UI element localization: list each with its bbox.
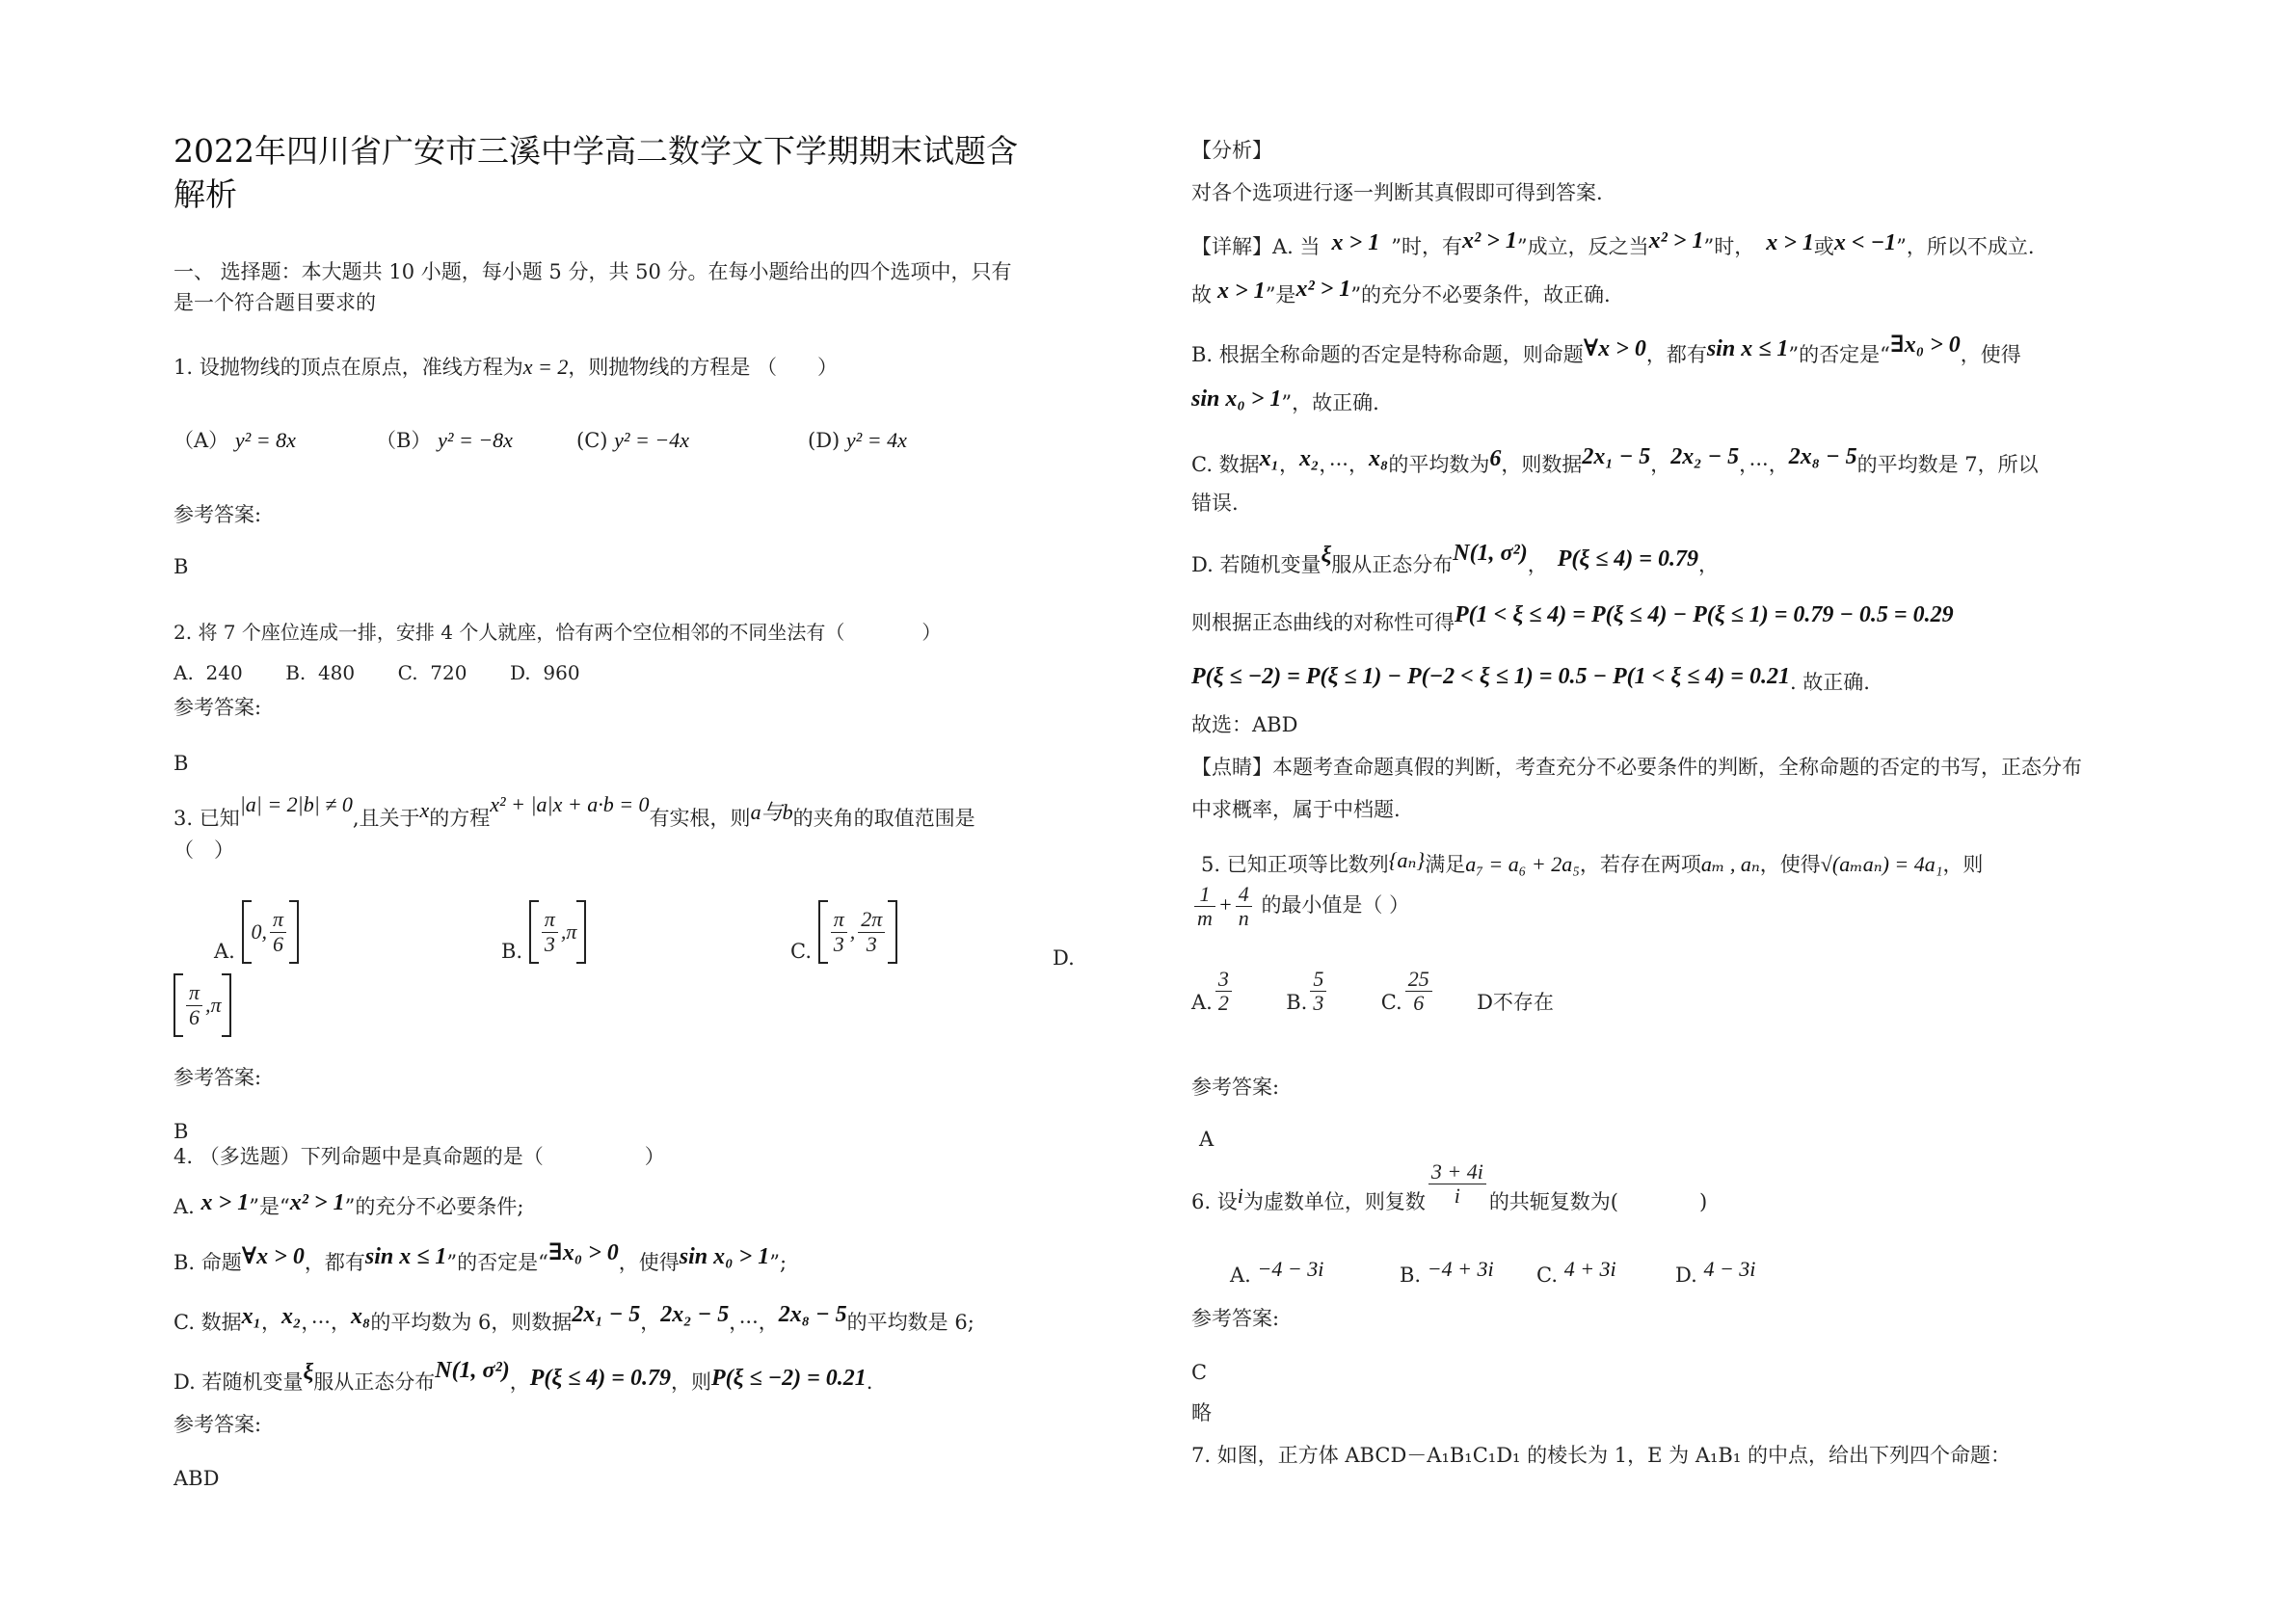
q5-f1-den: m (1197, 906, 1213, 931)
q4-c-math-4: 2x₁ − 5 (572, 1302, 641, 1327)
q6-option-d (1675, 1257, 1756, 1288)
q3-a-num: π (270, 908, 286, 932)
detail-b (1191, 333, 2021, 369)
question-2-stem: 2. 将 7 个座位连成一排，安排 4 个人就座，恰有两个空位相邻的不同坐法有（ ） (174, 621, 942, 644)
q6-d-label: D. (1675, 1264, 1697, 1287)
detail-c-x8: x₈ (1368, 446, 1389, 471)
left-bracket-icon (529, 900, 539, 964)
detail-b-math-2: sin x ≤ 1 (1706, 336, 1789, 361)
q4-b-text-2: ”的否定是“ (446, 1251, 548, 1274)
q6-reference-label: 参考答案: (1191, 1307, 1280, 1330)
q5-condition: a₇ = a₆ + 2a₅ (1465, 852, 1580, 876)
detail-a-text-4: 或 (1813, 235, 1834, 258)
q6-text-b: 为虚数单位，则复数 (1242, 1190, 1426, 1214)
q4-b-math-4: sin x₀ > 1 (679, 1244, 770, 1269)
q5-text-e: ，则 (1942, 853, 1984, 876)
q6-num: 3 + 4i (1428, 1160, 1486, 1184)
q3-option-a-label: A. (214, 939, 235, 963)
detail-c: C. 数据x₁，x₂，···，x₈的平均数为6，则数据2x₁ − 5，2x₂ − 5，···，2x₈ − 5的平均数是 7，所以 (1191, 444, 2039, 476)
detail-d2-math-1: P(1 < ξ ≤ 4) = P(ξ ≤ 4) − P(ξ ≤ 1) = 0.79 − 0.5 = 0.29 (1455, 602, 1954, 627)
q5-a-num: 3 (1215, 968, 1232, 992)
analysis-label: 【分析】 (1191, 139, 1272, 162)
q4-option-d: D. 若随机变量ξ服从正态分布N(1, σ²)，P(ξ ≤ 4) = 0.79，则P(ξ ≤ −2) = 0.21. (174, 1358, 873, 1394)
q3-c-fraction-2 (858, 908, 885, 955)
q5-a-den: 2 (1217, 991, 1229, 1016)
q1-option-b: y² = −8x (438, 428, 513, 452)
q4-b-label: B. 命题 (174, 1251, 242, 1274)
detail-b-text-2: ，都有 (1645, 343, 1707, 366)
q6-text-c: 的共轭复数为( ) (1488, 1190, 1708, 1214)
q6-fraction (1428, 1160, 1486, 1208)
detail-b-math-3: ∃x₀ > 0 (1889, 333, 1961, 358)
q3-option-d (174, 973, 231, 1037)
detail-a (1191, 228, 2035, 261)
q6-b-label: B. (1400, 1264, 1422, 1287)
detail-d: D. 若随机变量ξ服从正态分布N(1, σ²)， P(ξ ≤ 4) = 0.79， (1191, 541, 1719, 576)
q5-fraction-1 (1194, 883, 1215, 930)
detail-a-text-1: ”时，有 (1391, 235, 1462, 258)
q3-reference-label: 参考答案: (174, 1066, 262, 1089)
q6-note: 略 (1191, 1401, 1212, 1424)
q3-option-b-label: B. (501, 939, 523, 963)
q4-c-label: C. 数据 (174, 1311, 242, 1334)
detail-d-prob: P(ξ ≤ 4) = 0.79 (1557, 546, 1698, 572)
question-1-stem (174, 355, 838, 380)
q2-reference-label: 参考答案: (174, 696, 262, 719)
q3-option-c: C. $\frac{\pi}{3}$ , $\frac{2\pi}{3}$ (790, 900, 897, 964)
q4-c-text-1: 的平均数为 6，则数据 (370, 1311, 573, 1334)
q3-option-a (214, 900, 299, 964)
q3-b-num: π (542, 908, 558, 932)
q4-b-math-2: sin x ≤ 1 (364, 1244, 447, 1269)
q3-equation: x² + |a|x + a·b = 0 (490, 792, 650, 816)
right-bracket-icon (289, 900, 299, 964)
q3-d-right: ,π (205, 992, 222, 1017)
q1-option-d-label: (D) (808, 429, 841, 452)
q3-a-den: 6 (273, 931, 284, 956)
q4-a-text-2: ”的充分不必要条件; (344, 1195, 524, 1218)
q3-d-den: 6 (189, 1004, 200, 1029)
detail-d-normal: N(1, σ²) (1453, 541, 1528, 566)
q5-expression (1191, 883, 1409, 930)
right-bracket-icon (222, 973, 231, 1037)
q6-a: −4 − 3i (1257, 1257, 1324, 1281)
question-7-stem: 7. 如图，正方体 ABCD－A₁B₁C₁D₁ 的棱长为 1，E 为 A₁B₁ 的中点，给出下列四个命题： (1191, 1444, 2011, 1467)
detail-a-math-4: x > 1 (1766, 230, 1814, 255)
q3-d-fraction (186, 981, 202, 1028)
q3-text-b: ,且关于 (352, 807, 420, 830)
title-line-1: 2022年四川省广安市三溪中学高二数学文下学期期末试题含 (174, 132, 1018, 170)
detail-c-text-2: 的平均数为 (1388, 453, 1490, 476)
section-heading-line-1: 一、 选择题：本大题共 10 小题，每小题 5 分，共 50 分。在每小题给出的四个选项中，只有 (174, 260, 1012, 283)
q3-b-den: 3 (544, 931, 555, 956)
detail-d2-text-1: 则根据正态曲线的对称性可得 (1191, 611, 1455, 634)
remark-line-1: 【点睛】本题考查命题真假的判断，考查充分不必要条件的判断，全称命题的否定的书写，正态分布 (1191, 756, 2082, 779)
q5-options (1191, 968, 1554, 1015)
detail-a2-text-1: 故 (1191, 283, 1212, 306)
q3-c-num1: π (831, 908, 847, 932)
q6-imag-unit: i (1237, 1184, 1243, 1209)
q3-c-fraction-1 (831, 908, 847, 955)
q5-fraction-2 (1236, 883, 1252, 930)
q5-text-b: 满足 (1425, 853, 1466, 876)
q5-sequence: {aₙ} (1388, 848, 1426, 872)
q3-option-c-label: C. (790, 939, 812, 963)
question-1-option-b (376, 428, 513, 453)
detail-a2-text-3: ”的充分不必要条件，故正确. (1350, 283, 1611, 306)
q1-answer: B (174, 555, 189, 578)
q5-b-fraction (1310, 968, 1326, 1015)
q5-c-label: C. (1380, 991, 1402, 1015)
q5-c-num: 25 (1405, 968, 1432, 992)
question-4-stem: 4. （多选题）下列命题中是真命题的是（ ） (174, 1145, 665, 1168)
q4-b-text-3: ，使得 (618, 1251, 680, 1274)
left-bracket-icon (174, 973, 183, 1037)
q1-directrix: x = 2 (522, 355, 569, 379)
q1-option-c: y² = −4x (614, 428, 689, 452)
q3-c-den2: 3 (866, 931, 877, 956)
q4-b-math-3: ∃x₀ > 0 (547, 1240, 619, 1265)
right-bracket-icon (888, 900, 897, 964)
q5-f2-den: n (1238, 906, 1249, 931)
detail-d-xi: ξ (1321, 543, 1332, 568)
detail-c-x2: x₂ (1299, 446, 1320, 471)
detail-d-text-2: 服从正态分布 (1331, 553, 1454, 576)
q3-text-d: 有实根，则 (649, 807, 751, 830)
detail-d3-math-1: P(ξ ≤ −2) = P(ξ ≤ 1) − P(−2 < ξ ≤ 1) = 0.5 − P(1 < ξ ≤ 4) = 0.21 (1191, 664, 1790, 689)
q4-a-math-2: x² > 1 (289, 1190, 345, 1215)
q4-c-x2: x₂ (281, 1304, 302, 1329)
detail-c-dots: ，···， (1319, 453, 1369, 476)
q3-text-a: 3. 已知 (174, 807, 240, 830)
detail-a-text-5: ”，所以不成立. (1896, 235, 2035, 258)
q4-d-normal: N(1, σ²) (435, 1358, 510, 1383)
q5-answer: A (1199, 1128, 1215, 1151)
q4-a-text-1: ”是“ (249, 1195, 290, 1218)
q5-plus: + (1217, 892, 1233, 918)
detail-b-math-1: ∀x > 0 (1583, 336, 1646, 361)
q6-c-label: C. (1536, 1264, 1558, 1287)
question-2-options: A. 240 B. 480 C. 720 D. 960 (174, 661, 580, 684)
q6-option-c (1536, 1257, 1616, 1288)
q4-b-text-1: ，都有 (304, 1251, 365, 1274)
q1-stem-text-a: 1. 设抛物线的顶点在原点，准线方程为 (174, 356, 523, 379)
detail-d-result (1191, 664, 1870, 697)
detail-a2-math-2: x² > 1 (1295, 277, 1351, 302)
q6-answer: C (1191, 1361, 1208, 1384)
q5-reference-label: 参考答案: (1191, 1076, 1280, 1099)
q4-c-math-6: 2x₈ − 5 (778, 1302, 847, 1327)
section-heading-line-2: 是一个符合题目要求的 (174, 291, 376, 314)
q3-vectors: a与b (750, 800, 793, 824)
q3-a-fraction (270, 908, 286, 955)
q4-a-label: A. (174, 1195, 195, 1218)
detail-a-math-1: x > 1 (1331, 230, 1380, 255)
q3-condition: |a| = 2|b| ≠ 0 (239, 792, 353, 816)
q1-stem-text-b: ，则抛物线的方程是 （ ） (568, 356, 839, 379)
detail-b2-text-1: ”，故正确. (1281, 391, 1379, 414)
q3-stem-tail: （ ） (174, 838, 234, 862)
question-1-options (174, 428, 296, 453)
detail-a2-math-1: x > 1 (1217, 279, 1266, 304)
question-1-option-c (576, 428, 689, 453)
q4-d-text-1: 服从正态分布 (313, 1370, 436, 1394)
q1-option-d: y² = 4x (845, 428, 907, 452)
q1-option-c-label: (C) (576, 429, 608, 452)
detail-c-math-7: 2x₈ − 5 (1788, 444, 1857, 469)
q5-terms: aₘ , aₙ (1700, 852, 1760, 876)
q4-option-a (174, 1190, 524, 1221)
q6-a-label: A. (1230, 1264, 1251, 1287)
q4-option-b (174, 1240, 788, 1277)
detail-a-math-3: x² > 1 (1648, 228, 1704, 253)
q5-f2-num: 4 (1236, 883, 1252, 907)
q3-text-c: 的方程 (429, 807, 491, 830)
q6-c: 4 + 3i (1563, 1257, 1616, 1281)
q1-option-b-label: （B） (376, 429, 432, 452)
detail-c-x1: x₁ (1259, 446, 1280, 471)
q3-b-fraction (542, 908, 558, 955)
q5-b-num: 5 (1310, 968, 1326, 992)
detail-c-text-1: C. 数据 (1191, 453, 1260, 476)
q4-c-x8: x₈ (350, 1304, 371, 1329)
q3-c-den1: 3 (833, 931, 844, 956)
q4-a-math-1: x > 1 (200, 1190, 250, 1215)
q6-d: 4 − 3i (1703, 1257, 1756, 1281)
question-3-stem (174, 792, 975, 831)
q4-b-math-1: ∀x > 0 (241, 1244, 305, 1269)
q3-b-right: ,π (560, 918, 577, 944)
q3-variable: x (419, 798, 430, 822)
q4-d-xi: ξ (303, 1360, 314, 1385)
detail-a-math-5: x < −1 (1833, 230, 1897, 255)
detail-d-symmetry (1191, 602, 1954, 637)
q2-answer: B (174, 752, 189, 775)
q1-reference-label: 参考答案: (174, 503, 262, 526)
detail-label: 【详解】A. 当 (1191, 235, 1321, 258)
q5-c-fraction (1405, 968, 1432, 1015)
q6-options (1230, 1257, 1324, 1288)
q1-option-a: y² = 8x (234, 428, 296, 452)
detail-c-mean: 6 (1489, 446, 1502, 471)
q4-d-text-2: ，则 (670, 1370, 711, 1394)
q3-answer: B (174, 1120, 189, 1143)
q3-c-num2: 2π (858, 908, 885, 932)
q1-option-a-label: （A） (174, 429, 229, 452)
q4-answer: ABD (174, 1467, 220, 1490)
q3-d-num: π (186, 981, 202, 1005)
right-bracket-icon (576, 900, 586, 964)
q5-text-d: ，使得 (1759, 853, 1821, 876)
q4-d-label: D. 若随机变量 (174, 1370, 304, 1394)
detail-c-math-5: 2x₁ − 5 (1582, 444, 1651, 469)
q3-text-e: 的夹角的取值范围是 (792, 807, 975, 830)
detail-a-text-2: ”成立，反之当 (1516, 235, 1649, 258)
q5-text-f: 的最小值是（ ） (1261, 893, 1410, 918)
q5-b-label: B. (1286, 991, 1308, 1015)
q5-equation: √(aₘaₙ) = 4a₁ (1820, 852, 1943, 876)
q4-c-text-2: 的平均数是 6; (846, 1311, 974, 1334)
detail-a-conclusion (1191, 277, 1611, 309)
q4-option-c: C. 数据x₁，x₂，···，x₈的平均数为 6，则数据2x₁ − 5，2x₂ − 5，···，2x₈ − 5的平均数是 6; (174, 1302, 974, 1334)
q6-option-b (1400, 1257, 1494, 1288)
q5-a-fraction (1215, 968, 1232, 1015)
q6-text-a: 6. 设 (1191, 1190, 1238, 1214)
question-5-stem (1201, 848, 1984, 877)
detail-d-text-1: D. 若随机变量 (1191, 553, 1322, 576)
q5-b-den: 3 (1313, 991, 1324, 1016)
detail-b-conclusion (1191, 386, 1379, 417)
q5-c-den: 6 (1413, 991, 1425, 1016)
q4-reference-label: 参考答案: (174, 1413, 262, 1436)
q5-f1-num: 1 (1194, 883, 1215, 907)
q4-d-prob-1: P(ξ ≤ 4) = 0.79 (529, 1366, 671, 1391)
detail-c-conclusion: 错误. (1191, 492, 1239, 515)
detail-c-math-6: 2x₂ − 5 (1670, 444, 1740, 469)
q5-a-label: A. (1191, 991, 1213, 1015)
detail-b-text-4: ，使得 (1960, 343, 2021, 366)
q3-a-left: 0, (251, 918, 268, 944)
choose-answer: 故选：ABD (1191, 713, 1298, 736)
remark-line-2: 中求概率，属于中档题. (1191, 798, 1401, 821)
detail-b-text-1: B. 根据全称命题的否定是特称命题，则命题 (1191, 343, 1584, 366)
q6-b: −4 + 3i (1427, 1257, 1494, 1281)
q4-c-math-5: 2x₂ − 5 (660, 1302, 730, 1327)
q6-den: i (1454, 1184, 1460, 1209)
q3-option-d-label: D. (1053, 946, 1075, 970)
detail-a-math-2: x² > 1 (1461, 228, 1517, 253)
q4-c-dots: ，···， (301, 1311, 351, 1334)
detail-b2-math-1: sin x₀ > 1 (1191, 386, 1282, 412)
detail-c-text-4: 的平均数是 7，所以 (1856, 453, 2039, 476)
detail-a2-text-2: ”是 (1265, 283, 1296, 306)
detail-d3-text-1: . 故正确. (1789, 671, 1870, 694)
q4-d-prob-2: P(ξ ≤ −2) = 0.21 (710, 1366, 867, 1391)
detail-a-text-3: ”时， (1703, 235, 1755, 258)
question-1-option-d (808, 428, 907, 453)
title-line-2: 解析 (174, 175, 237, 213)
q4-c-x1: x₁ (241, 1304, 262, 1329)
q5-d-text: D不存在 (1477, 991, 1554, 1015)
left-bracket-icon (818, 900, 828, 964)
detail-b-text-3: ”的否定是“ (1788, 343, 1890, 366)
q5-text-c: ，若存在两项 (1579, 853, 1701, 876)
analysis-text: 对各个选项进行逐一判断其真假即可得到答案. (1191, 181, 1603, 204)
q4-b-text-4: ”; (769, 1251, 788, 1274)
q3-option-b (501, 900, 586, 964)
question-6-stem (1191, 1159, 1708, 1227)
left-bracket-icon (242, 900, 252, 964)
q5-text-a: 5. 已知正项等比数列 (1201, 853, 1389, 876)
detail-c-text-3: ，则数据 (1501, 453, 1583, 476)
